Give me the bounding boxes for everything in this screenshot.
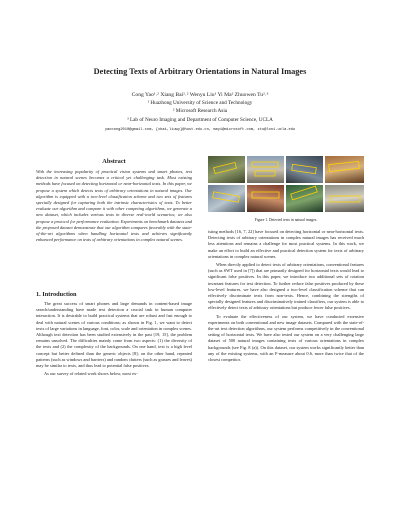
detection-boxes [208, 156, 364, 212]
author-emails: yaocong2010@gmail.com, {xbai,liuwy}@hust.edu.cn, mayi@microsoft.com, ztu@loni.ucla.edu [104, 128, 296, 132]
body-paragraph: To evaluate the effectiveness of our system, we have conducted extensive experiments on both conventional and new image datasets. Compared with the state-of-the-art text detection algorithms, our system performs competitively in the conventional setting of horizontal texts. We have also tested our system on a very challenging large dataset of 500 natural images containing texts of various orientations in complex backgrounds (see Fig. 8 (a)). On this dataset, our system works significantly better than any of the existing systems, with an F-measure about 0.6, more than twice that of the closest competitor. [208, 313, 364, 363]
affiliation-3: ³ Lab of Neuro Imaging and Department of Computer Science, UCLA [127, 117, 273, 123]
section-heading-introduction: 1. Introduction [36, 291, 77, 298]
author-list: Cong Yao¹˒² Xiang Bai¹˒² Wenyu Liu¹ Yi Ma² Zhuowen Tu²˒³ [131, 92, 269, 98]
figure-caption: Figure 1. Detected texts in natural images. [254, 218, 318, 222]
affiliation-2: ² Microsoft Research Asia [172, 108, 228, 114]
body-paragraph: isting methods [16, 7, 22] have focused on detecting horizontal or near-horizontal texts. Detecting texts of arbitrary orientations in complex natural images has received much less attentions and remains a challenge for most practical systems. In this work, we make an effort to build an effective and practical detection system for texts of arbitrary orientations in complex natural scenes. [208, 229, 364, 259]
right-column-body [208, 229, 364, 365]
abstract-text: With the increasing popularity of practical vision systems and smart phones, text detection in natural scenes becomes a critical yet challenging task. Most existing methods have focused on detecting horizontal or near-horizontal texts. In this paper, we propose a system which detects texts of arbitrary orientations in natural images. Our algorithm is equipped with a two-level classification scheme and two sets of features specially designed for capturing both the intrinsic characteristics of texts. To better evaluate our algorithm and compare it with other competing algorithms, we generate a new dataset, which includes various texts in diverse real-world scenarios; we also propose a protocol for performance evaluation. Experiments on benchmark datasets and the proposed dataset demonstrate that our algorithm compares favorably with the state-of-the-art algorithms when handling horizontal texts and achieves significantly enhanced performance on texts of arbitrary orientations in complex natural scenes. [36, 169, 192, 243]
paper-title: Detecting Texts of Arbitrary Orientations in Natural Images [93, 67, 307, 76]
left-column-body [36, 301, 192, 379]
intro-paragraph: As our survey of related work shows below, most ex- [44, 371, 138, 377]
figure-1 [208, 156, 364, 212]
intro-paragraph: The great success of smart phones and large demands in content-based image search/understanding have made text detection a crucial task in human computer interaction. It is desirable to build practical systems that are robust and fast enough to deal with natural scenes of various conditions; as shown in Fig. 1, we want to detect texts of large variations in language, font, color, scale and orientation in complex scenes. Although text detection has been studied extensively in the past [19, 15], the problem remains unsolved. The difficulties mainly come from two aspects: (1) the diversity of the texts and (2) the complexity of the backgrounds. On one hand, text is a high level concept but better defined than the generic objects [8]; on the other hand, repeated patterns (such as windows and barriers) and random clutters (such as grasses and leaves) may be similar to texts, and thus lead to potential false positives. [36, 301, 192, 369]
body-paragraph: When directly applied to detect texts of arbitrary orientations, conventional features (such as SWT used in [7]) that are primarily designed for horizontal texts would lead to significant false positives. In this paper, we introduce two additional sets of rotation invariant features for text detection. To further reduce false positives produced by these low-level features, we have also designed a two-level classification scheme that can effectively discriminate texts from non-texts. Hence, combining the strengths of specially designed features and discriminatively trained classifiers, our system is able to effectively detect texts of arbitrary orientations but produce fewer false positives. [208, 262, 364, 311]
abstract-heading: Abstract [102, 158, 126, 165]
affiliation-1: ¹ Huazhong University of Science and Technology [147, 100, 253, 106]
